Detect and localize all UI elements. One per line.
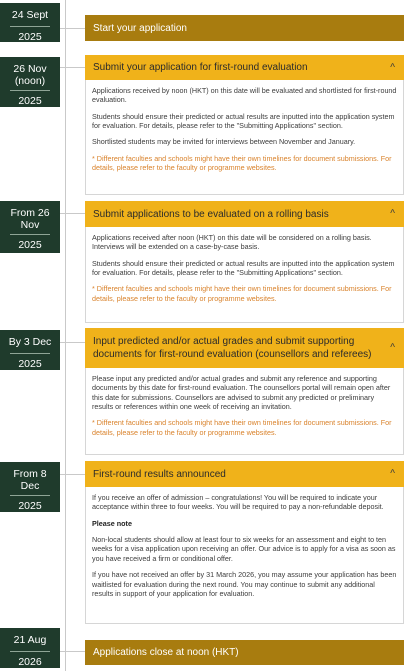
timeline-line <box>65 0 66 671</box>
accordion-applications-close[interactable] <box>85 640 404 665</box>
chevron-up-icon[interactable]: ^ <box>390 62 395 73</box>
accordion-title: Start your application <box>93 22 187 34</box>
panel-subheading: Please note <box>92 518 132 528</box>
accordion-submit-grades[interactable] <box>85 328 404 368</box>
panel-paragraph: If you have not received an offer by 31 March 2026, you may assume your application has been waitlisted for evaluation during the next round. You may continue to submit any additional results in support of your application for evaluation. <box>92 570 397 598</box>
accordion-title: Submit your application for first-round evaluation <box>93 62 308 73</box>
accordion-rolling-basis[interactable] <box>85 201 404 227</box>
accordion-title: Applications close at noon (HKT) <box>93 647 239 658</box>
date-year: 2025 <box>18 500 42 513</box>
accordion-title: Input predicted and/or actual grades and submit supporting documents for first-round evaluation (counsellors and referees) <box>93 336 372 360</box>
date-year: 2025 <box>18 31 42 44</box>
panel-paragraph: If you receive an offer of admission – congratulations! You will be required to indicate your acceptance within three to four weeks. You will be required to pay a non-refundable deposit. <box>92 493 384 512</box>
date-divider <box>10 651 50 652</box>
date-day: 24 Sept <box>11 9 49 21</box>
panel-paragraph: Applications received by noon (HKT) on this date will be evaluated and shortlisted for first-round evaluation. <box>92 86 397 105</box>
timeline-date-rolling <box>0 201 60 253</box>
timeline-connector <box>60 67 86 68</box>
timeline-connector <box>60 342 86 343</box>
date-divider <box>10 495 50 496</box>
accordion-first-round-submission[interactable] <box>85 55 404 80</box>
timeline-connector <box>60 474 86 475</box>
timeline-connector <box>60 213 86 214</box>
panel-paragraph: Students should ensure their predicted or actual results are inputted into the application system for evaluation. For details, please refer to the "Submitting Applications" section. <box>92 258 395 278</box>
chevron-up-icon[interactable]: ^ <box>390 468 395 480</box>
date-day: 26 Nov (noon) <box>13 63 47 88</box>
accordion-start-application[interactable] <box>85 15 404 41</box>
timeline-connector <box>60 28 86 29</box>
date-divider <box>10 234 50 235</box>
accordion-panel-rolling <box>85 227 404 323</box>
date-day: From 8 Dec <box>13 468 47 493</box>
panel-paragraph: Please input any predicted and/or actual grades and submit any reference and supporting documents by this date for first-round evaluation. The counsellors portal will remain open after this date for submissions. Counsellors are advised to submit any predicted or preliminary results or references within one week of receiving an invitation. <box>92 374 391 412</box>
timeline-connector <box>60 651 86 652</box>
panel-paragraph: Students should ensure their predicted or actual results are inputted into the application system for evaluation. For details, please refer to the "Submitting Applications" section. <box>92 111 395 131</box>
date-divider <box>10 353 50 354</box>
panel-footnote: * Different faculties and schools might have their own timelines for document submissions. For details, please refer to the faculty or programme websites. <box>92 418 392 437</box>
accordion-title: Submit applications to be evaluated on a rolling basis <box>93 208 329 220</box>
date-year: 2025 <box>18 239 42 252</box>
date-day: From 26 Nov <box>10 207 50 232</box>
chevron-up-icon[interactable]: ^ <box>390 208 395 220</box>
panel-footnote: * Different faculties and schools might have their own timelines for document submissions. For details, please refer to the faculty or programme websites. <box>92 284 392 303</box>
panel-footnote: * Different faculties and schools might have their own timelines for document submissions. For details, please refer to the faculty or programme websites. <box>92 153 392 173</box>
timeline-date-results <box>0 462 60 512</box>
date-divider <box>10 90 50 91</box>
panel-paragraph: Non-local students should allow at least four to six weeks for an assessment and eight to ten weeks for a visa application upon receiving an offer. Our advice is to apply for a visa as soon as you have received a firm or conditional offer. <box>92 535 396 563</box>
accordion-title: First-round results announced <box>93 468 226 480</box>
accordion-results-announced[interactable] <box>85 461 404 487</box>
chevron-up-icon[interactable]: ^ <box>390 342 395 354</box>
timeline-date-grades <box>0 330 60 370</box>
accordion-panel-first-round <box>85 80 404 195</box>
accordion-panel-grades <box>85 368 404 455</box>
accordion-panel-results <box>85 487 404 624</box>
panel-paragraph: Applications received after noon (HKT) on this date will be considered on a rolling basis. Interviews will be extended on a case-by-case basis. <box>92 233 372 252</box>
timeline-date-first-round <box>0 57 60 107</box>
date-divider <box>10 26 50 27</box>
date-day: By 3 Dec <box>8 336 52 348</box>
panel-paragraph: Shortlisted students may be invited for interviews between November and January. <box>92 137 356 147</box>
date-day: 21 Aug <box>13 634 47 646</box>
date-year: 2025 <box>18 95 42 108</box>
date-year: 2025 <box>18 358 42 371</box>
timeline-date-close <box>0 628 60 668</box>
timeline-date-start <box>0 3 60 42</box>
date-year: 2026 <box>18 656 42 669</box>
